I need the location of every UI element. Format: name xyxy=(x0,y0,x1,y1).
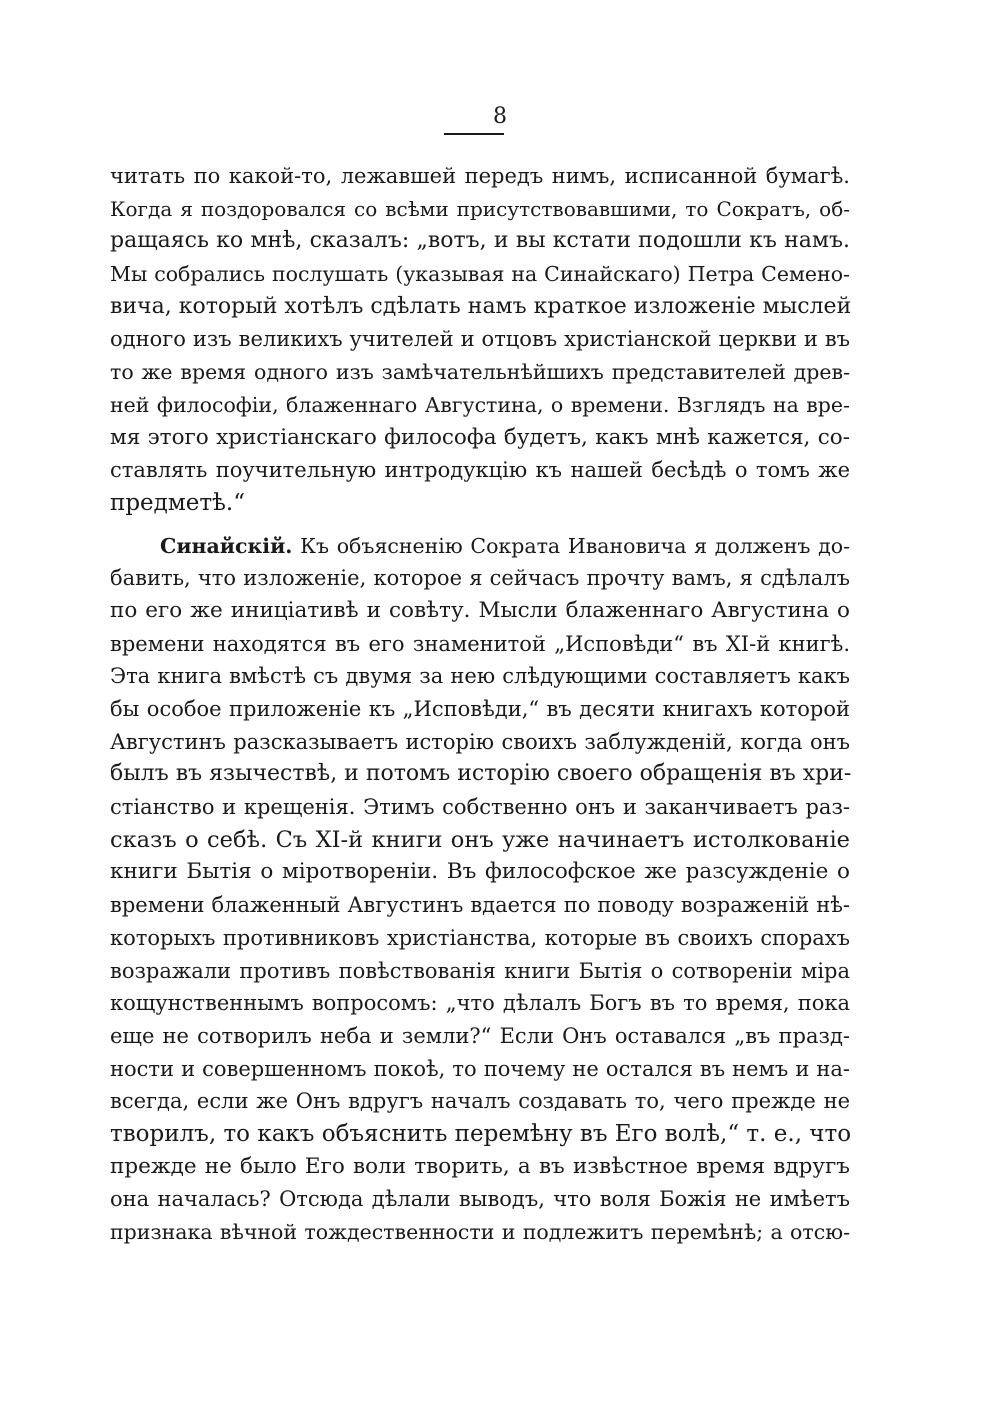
text-line: Августинъ разсказываетъ исторію своихъ заблужденій, когда онъ xyxy=(110,729,850,754)
text-line: Мы собрались послушать (указывая на Синайскаго) Петра Семено- xyxy=(110,262,850,287)
text-line: стіанство и крещенія. Этимъ собственно онъ и заканчиваетъ раз- xyxy=(110,795,850,820)
body-text xyxy=(110,160,850,1249)
text-line: ности и совершенномъ покоѣ, то почему не остался въ немъ и на- xyxy=(110,1056,850,1081)
text-line: читать по какой-то, лежавшей передъ нимъ, исписанной бумагѣ. xyxy=(110,164,850,188)
text-line: мя этого христіанскаго философа будетъ, какъ мнѣ кажется, со- xyxy=(110,424,850,450)
paragraph-2 xyxy=(110,530,850,1249)
text-line: бы особое приложеніе къ „Исповѣди,“ въ десяти книгахъ которой xyxy=(110,697,850,721)
text-line: одного изъ великихъ учителей и отцовъ христіанской церкви и въ xyxy=(110,327,850,352)
text-line: ставлять поучительную интродукцію къ нашей бесѣдѣ о томъ же xyxy=(110,458,850,483)
text-line: предметѣ.“ xyxy=(110,489,245,516)
page-number: 8 xyxy=(493,104,507,129)
text-line: вича, который хотѣлъ сдѣлать намъ краткое изложеніе мыслей xyxy=(110,293,852,319)
text-line-first xyxy=(110,530,850,563)
text-line: бавить, что изложеніе, которое я сейчасъ прочту вамъ, я сдѣлалъ xyxy=(110,566,850,591)
text-line: прежде не было Его воли творить, а въ извѣстное время вдругъ xyxy=(110,1153,850,1179)
text-line: кощунственнымъ вопросомъ: „что дѣлалъ Богъ въ то время, пока xyxy=(110,991,850,1016)
paragraph-1 xyxy=(110,160,850,520)
text-line: признака вѣчной тождественности и подлежитъ перемѣнѣ; а отсю- xyxy=(110,1220,850,1244)
speaker-name: Синайскій. xyxy=(160,533,293,558)
text-line: Когда я поздоровался со всѣми присутствовавшими, то Сократъ, об- xyxy=(110,196,850,221)
text-line: сказъ о себѣ. Съ XI-й книги онъ уже начинаетъ истолкованіе xyxy=(110,826,850,853)
text-line: времени блаженный Августинъ вдается по поводу возраженій нѣ- xyxy=(110,893,850,918)
text-line: ращаясь ко мнѣ, сказалъ: „вотъ, и вы кстати подошли къ намъ. xyxy=(110,228,850,254)
text-line: возражали противъ повѣствованія книги Бытія о сотвореніи міра xyxy=(110,958,850,983)
text-line: ней философіи, блаженнаго Августина, о времени. Взглядъ на вре- xyxy=(110,392,850,417)
text-line-rest: Къ объясненію Сократа Ивановича я долженъ до- xyxy=(300,533,850,558)
text-line: былъ въ язычествѣ, и потомъ исторію своего обращенія въ хри- xyxy=(110,761,852,787)
text-line: то же время одного изъ замѣчательнѣйшихъ представителей древ- xyxy=(110,360,850,385)
text-line: которыхъ противниковъ христіанства, которые въ своихъ спорахъ xyxy=(110,925,850,950)
text-line: еще не сотворилъ неба и земли?“ Если Онъ оставался „въ празд- xyxy=(110,1023,850,1048)
text-line: времени находятся въ его знаменитой „Исповѣди“ въ XI-й книгѣ. xyxy=(110,631,850,656)
text-line: творилъ, то какъ объяснить перемѣну въ Его волѣ,“ т. е., что xyxy=(110,1120,852,1147)
text-line: книги Бытія о міротвореніи. Въ философское же разсужденіе о xyxy=(110,859,850,885)
text-line: она началась? Отсюда дѣлали выводъ, что воля Божія не имѣетъ xyxy=(110,1187,850,1212)
page-number-rule xyxy=(444,133,504,135)
text-line: по его же иниціативѣ и совѣту. Мысли блаженнаго Августина о xyxy=(110,597,850,623)
text-line: всегда, если же Онъ вдругъ началъ создавать то, чего прежде не xyxy=(110,1089,850,1114)
text-line: Эта книга вмѣстѣ съ двумя за нею слѣдующими составляетъ какъ xyxy=(110,664,850,689)
